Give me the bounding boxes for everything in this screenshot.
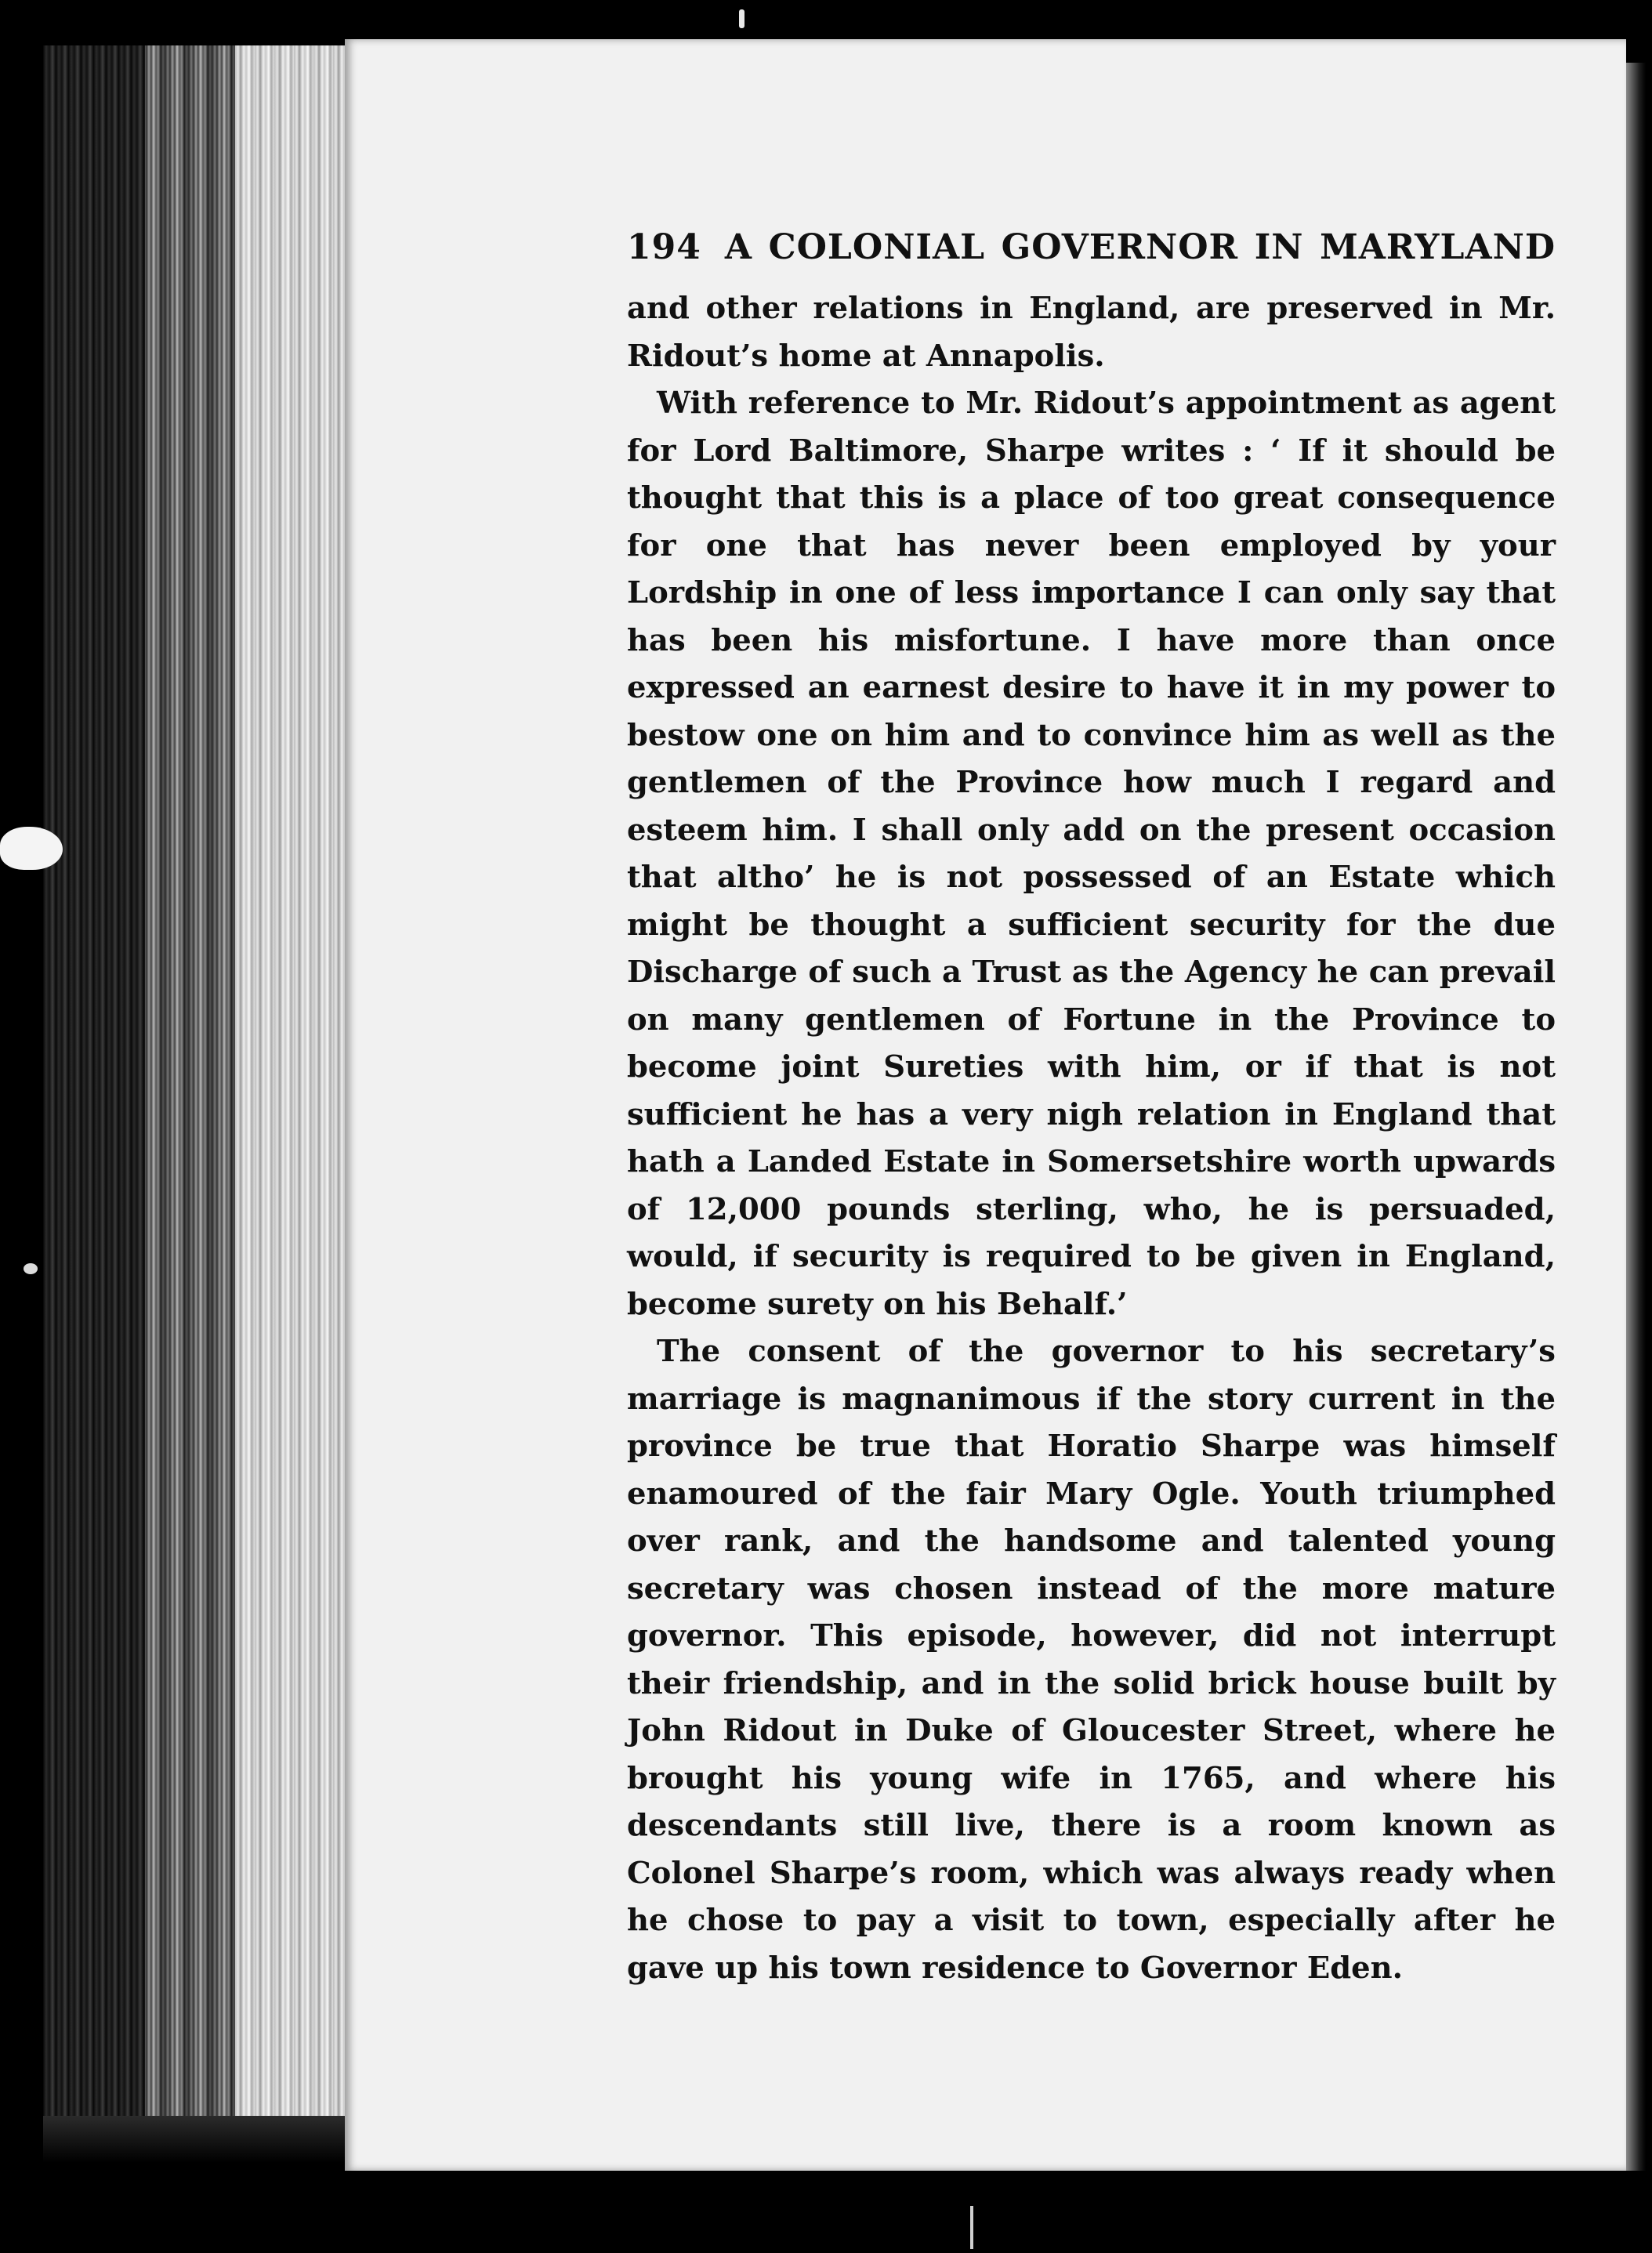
page-number: 194 xyxy=(627,227,701,267)
scan-artifact-speck xyxy=(24,1263,38,1274)
page-text-block xyxy=(627,227,1556,1992)
book-page-edges-shadow xyxy=(43,45,145,2161)
scan-artifact-blob xyxy=(0,827,63,870)
scan-artifact-bottom xyxy=(970,2206,973,2249)
book-edges-bottom xyxy=(43,2116,357,2163)
scan-artifact-top xyxy=(739,9,744,28)
page-gutter-shadow xyxy=(1626,63,1646,2171)
paragraph-marriage: The consent of the governor to his secretary’s marriage is magnanimous if the story current in the province be true that Horatio Sharpe was himself enamoured of the fair Mary Ogle. Youth triumphed over rank, and the handsome and talented young secretary was chosen instead of the more mature governor. This episode, however, did not interrupt their friendship, and in the solid brick house built by John Ridout in Duke of Gloucester Street, where he brought his young wife in 1765, and where his descendants still live, there is a room known as Colonel Sharpe’s room, which was always ready when he chose to pay a visit to town, especially after he gave up his town residence to Governor Eden. xyxy=(627,1334,1556,1986)
running-head xyxy=(627,227,1556,274)
book-page-edges-highlight xyxy=(235,45,353,2161)
paragraph-sharpe-letter: With reference to Mr. Ridout’s appointment as agent for Lord Baltimore, Sharpe writes : ‘ If it should be thought that this is a place of too great consequence for one that has never been employed by your Lordship in one of less importance I can only say that has been his misfortune. I have more than once expressed an earnest desire to have it in my power to bestow one on him and to convince him as well as the gentlemen of the Province how much I regard and esteem him. I shall only add on the present occasion that altho’ he is not possessed of an Estate which might be thought a sufficient security for the due Discharge of such a Trust as the Agency he can prevail on many gentlemen of Fortune in the Province to become joint Sureties with him, or if that is not sufficient he has a very nigh relation in England that hath a Landed Estate in Somersetshire worth upwards of 12,000 pounds sterling, who, he is persuaded, would, if security is required to be given in England, become surety on his Behalf.’ xyxy=(627,386,1556,1322)
running-title: A COLONIAL GOVERNOR IN MARYLAND xyxy=(724,227,1556,267)
paragraph-continuation: and other relations in England, are preserved in Mr. Ridout’s home at Annapolis. xyxy=(627,291,1556,374)
